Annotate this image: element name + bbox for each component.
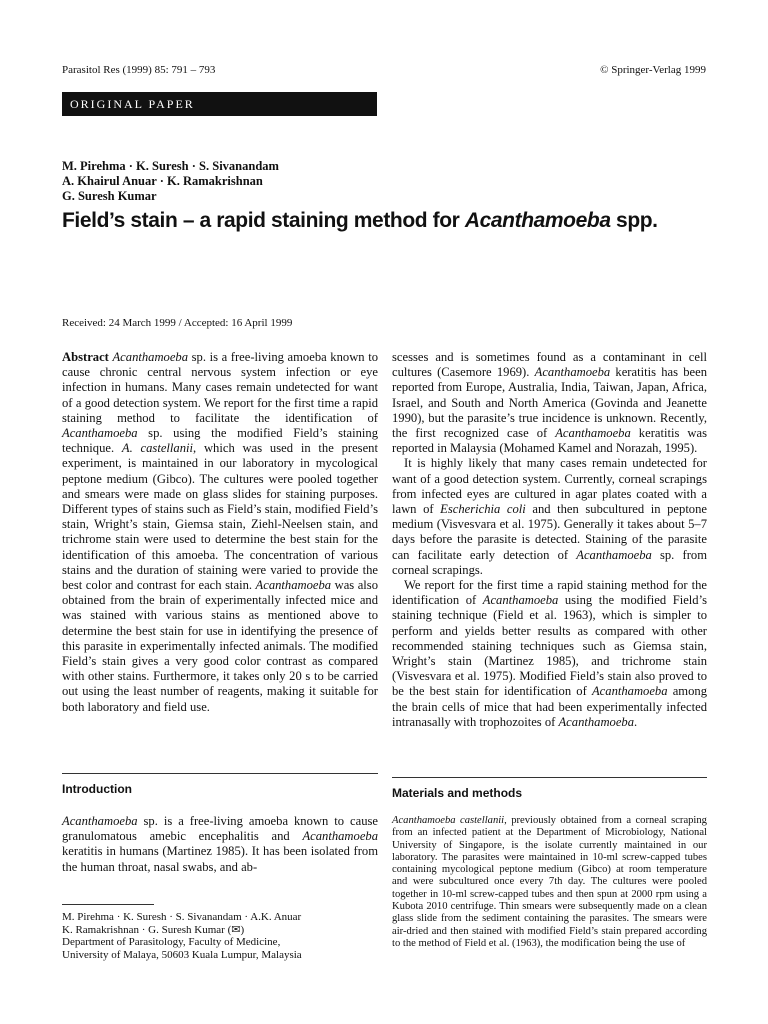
title-part: Field’s stain – a rapid staining method for — [62, 209, 465, 232]
introduction-heading: Introduction — [62, 782, 132, 796]
affiliation-footnote — [62, 911, 378, 961]
paper-title — [62, 209, 658, 233]
affiliation-line: Department of Parasitology, Faculty of Medicine, — [62, 936, 281, 949]
journal-citation: Parasitol Res (1999) 85: 791 – 793 — [62, 64, 216, 76]
materials-methods-text — [392, 815, 707, 950]
footnote-rule — [62, 904, 154, 905]
abstract-label: Abstract — [62, 350, 109, 364]
author-line: G. Suresh Kumar — [62, 189, 157, 203]
article-type-banner: ORIGINAL PAPER — [62, 92, 377, 116]
materials-methods-heading: Materials and methods — [392, 786, 523, 800]
section-rule — [62, 773, 378, 774]
title-genus: Acanthamoeba — [464, 209, 611, 232]
author-list — [62, 159, 279, 204]
affiliation-line: K. Ramakrishnan · G. Suresh Kumar (✉) — [62, 923, 245, 936]
paragraph: Acanthamoeba castellanii, previously obtained from a corneal scraping from an infected patient at the Department of Microbiology, National University of Singapore, is the isolate currently maintained in our laboratory. The parasites were maintained in 10-ml screw-capped tubes containing mycological peptone medium (Gibco) at room temperature and were subcultured once every 7th day. The cultures were pooled together in 10-ml screw-capped tubes and then spun at 2000 rpm using a Kubota 2010 centrifuge. Thin smears were subsequently made on a clean glass slide from the sediment containing the parasites. The smears were air-dried and then stained with modified Field’s stain prepared according to the method of Field et al. (1963), the modification being the use of — [392, 815, 707, 949]
affiliation-line: M. Pirehma · K. Suresh · S. Sivanandam · A.K. Anuar — [62, 911, 302, 923]
abstract-text: Acanthamoeba sp. is a free-living amoeba known to cause chronic central nervous system infection or eye infection in humans. Many cases remain undetected for want of a good detection system. We report for the first time a rapid staining method to facilitate the identification of Acanthamoeba sp. using the modified Field’s staining technique. A. castellanii, which was used in the present experiment, is maintained in our laboratory in mycological peptone medium (Gibco). The cultures were pooled together and smears were made on glass slides for staining purposes. Different types of stains such as Field’s stain, modified Field’s stain, Wright’s stain, Giemsa stain, Ziehl-Neelsen stain, and trichrome stain were used to determine the best stain for the identification of this amoeba. The concentration of various stains and the duration of staining were varied to provide the best color and contrast for each stain. Acanthamoeba was also obtained from the brain of experimentally infected mice and was stained with various stains as mentioned above to determine the best stain for use in identifying the presence of this parasite in experimentally infected animals. The modified Field’s stain gives a very good color contrast as compared with other stains. Furthermore, it takes only 20 s to be carried out using the least number of reagents, making it suitable for both laboratory and field use. — [62, 350, 379, 714]
paragraph: We report for the first time a rapid staining method for the identification of Acanthamoeba using the modified Field’s staining technique (Field et al. 1963), which is simpler to perform and yields better results as compared with other recommended staining techniques such as Giemsa stain, Wright’s stain (Martinez 1985), and trichrome stain (Visvesvara et al. 1975). Modified Field’s stain also proved to be the best stain for identification of Acanthamoeba among the brain cells of mice that had been experimentally infected intranasally with trophozoites of Acanthamoeba. — [392, 578, 707, 729]
paragraph: scesses and is sometimes found as a contaminant in cell cultures (Casemore 1969). Acanthamoeba keratitis has been reported from Europe, Australia, India, Taiwan, Japan, Africa, Israel, and South and North America (Govinda and Jeanette 1990), but the parasite’s true incidence is unknown. Recently, the first recognized case of Acanthamoeba keratitis was reported in Malaysia (Mohamed Kamel and Norazah, 1995). — [392, 350, 707, 456]
title-part: spp. — [610, 209, 658, 232]
author-line: A. Khairul Anuar · K. Ramakrishnan — [62, 174, 263, 188]
section-rule — [392, 777, 707, 778]
paragraph: Acanthamoeba sp. is a free-living amoeba known to cause granulomatous amebic encephalitis and Acanthamoeba keratitis in humans (Martinez 1985). It has been isolated from the human throat, nasal swabs, and ab- — [62, 814, 378, 874]
intro-continued — [392, 350, 707, 730]
received-accepted-dates: Received: 24 March 1999 / Accepted: 16 April 1999 — [62, 317, 293, 329]
copyright-notice: © Springer-Verlag 1999 — [600, 64, 706, 76]
affiliation-line: University of Malaya, 50603 Kuala Lumpur, Malaysia — [62, 948, 302, 961]
paragraph: It is highly likely that many cases remain undetected for want of a good detection system. Currently, corneal scrapings from infected eyes are cultured in agar plates coated with a lawn of Escherichia coli and then subcultured in peptone medium (Visvesvara et al. 1975). Generally it takes about 5–7 days before the parasite is detected. Staining of the parasite can facilitate early detection of Acanthamoeba sp. from corneal scrapings. — [392, 456, 707, 577]
author-line: M. Pirehma · K. Suresh · S. Sivanandam — [62, 159, 279, 173]
abstract — [62, 350, 378, 715]
introduction-text — [62, 814, 378, 875]
